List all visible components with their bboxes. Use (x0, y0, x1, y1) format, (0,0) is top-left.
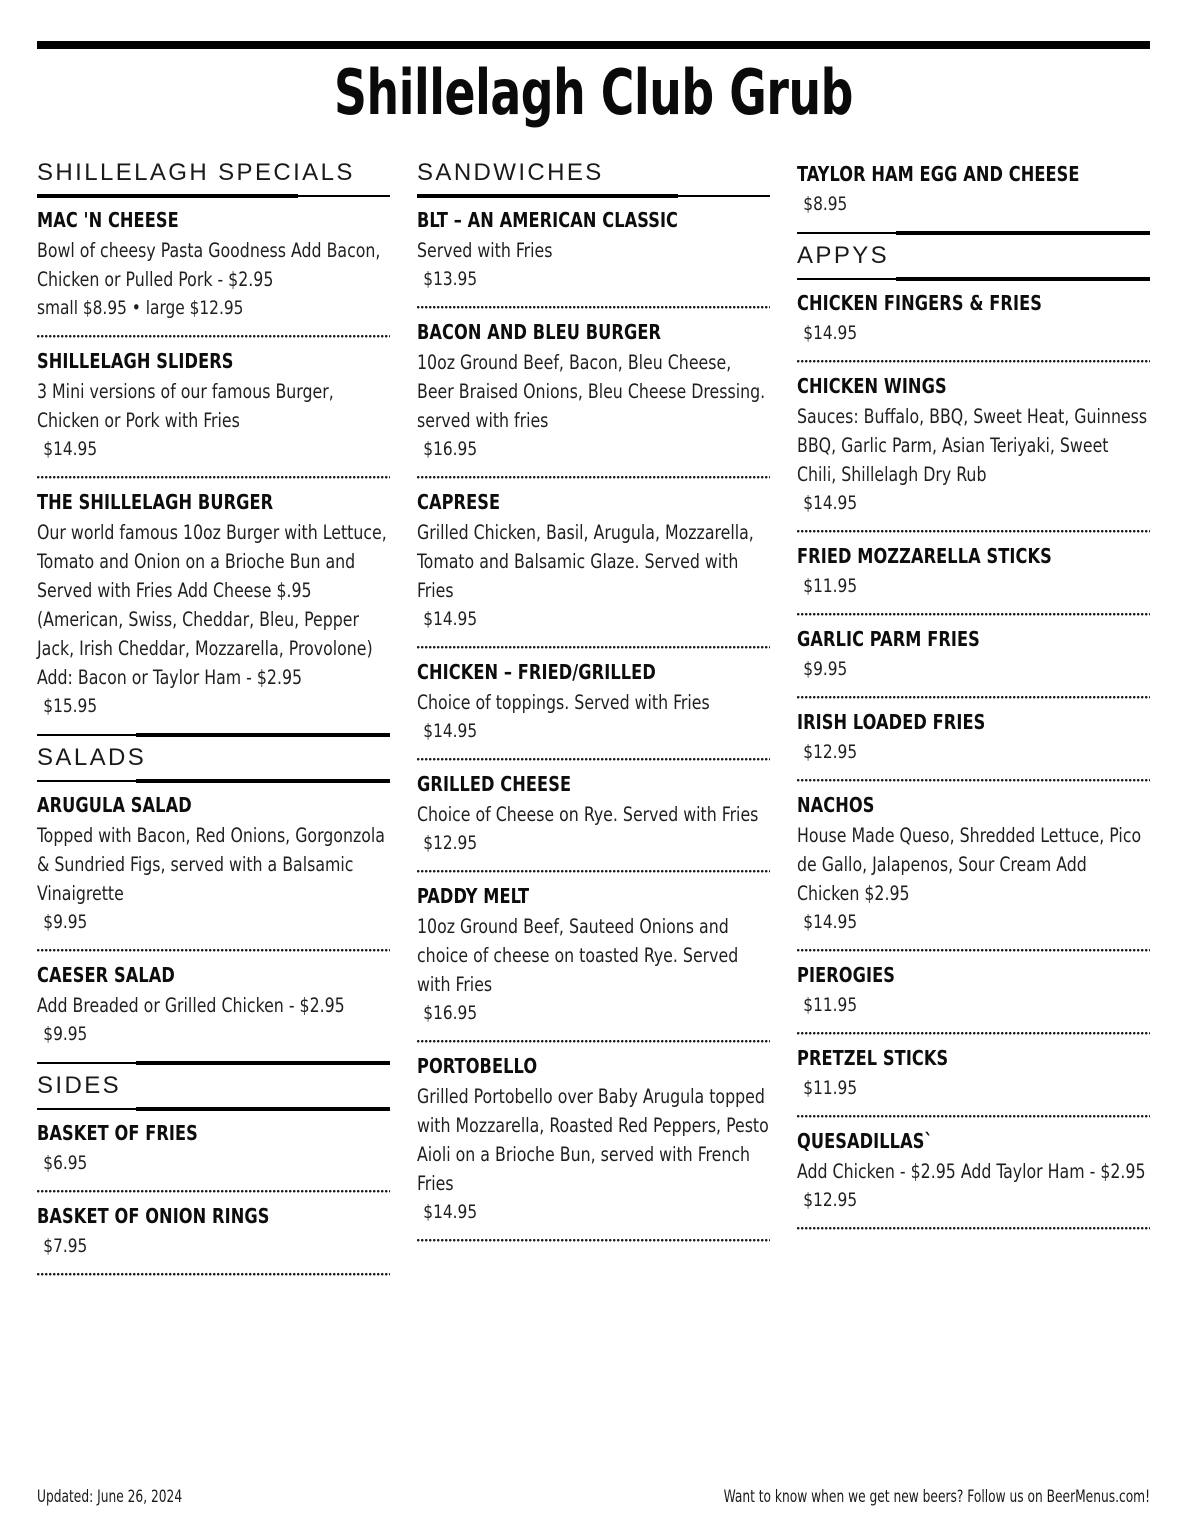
menu-item-name: BASKET OF FRIES (37, 1121, 198, 1145)
menu-item-name: NACHOS (797, 793, 875, 817)
menu-item-price: $9.95 (43, 911, 88, 933)
menu-item-price: $9.95 (43, 1023, 88, 1045)
menu-item (797, 1036, 1150, 1113)
section-rule (797, 277, 1150, 281)
menu-item-name: MAC 'N CHEESE (37, 208, 179, 232)
menu-item (797, 783, 1150, 947)
menu-item-size-options: small $8.95 • large $12.95 (37, 297, 244, 319)
menu-item-description: Grilled Portobello over Baby Arugula topped with Mozzarella, Roasted Red Peppers, Pesto Aioli on a Brioche Bun, served with French Fries (417, 1085, 769, 1195)
item-separator (797, 949, 1150, 952)
menu-item (37, 339, 390, 474)
menu-item-description: Sauces: Buffalo, BBQ, Sweet Heat, Guinness BBQ, Garlic Parm, Asian Teriyaki, Sweet Chili, Shillelagh Dry Rub (797, 405, 1148, 486)
section-rule (37, 733, 390, 737)
menu-item-description: Topped with Bacon, Red Onions, Gorgonzola & Sundried Figs, served with a Balsamic Vinaigrette (37, 824, 385, 905)
menu-item-name: FRIED MOZZARELLA STICKS (797, 544, 1052, 568)
menu-section (417, 152, 770, 1242)
menu-item-name: CHICKEN WINGS (797, 374, 947, 398)
item-separator (417, 1040, 770, 1043)
menu-columns (37, 152, 1150, 1278)
menu-item-price: $12.95 (803, 1189, 858, 1211)
item-separator (797, 530, 1150, 533)
menu-item-name: IRISH LOADED FRIES (797, 710, 986, 734)
menu-item-description: Add Breaded or Grilled Chicken - $2.95 (37, 994, 345, 1017)
menu-item-price: $14.95 (423, 608, 478, 630)
item-separator (417, 758, 770, 761)
menu-item-description: Choice of Cheese on Rye. Served with Fries (417, 803, 759, 826)
item-separator (797, 779, 1150, 782)
item-separator (797, 1115, 1150, 1118)
section-header (417, 152, 770, 198)
menu-item-price: $16.95 (423, 438, 478, 460)
section-rule-accent (136, 733, 390, 737)
menu-item (797, 534, 1150, 611)
menu-item-description: Choice of toppings. Served with Fries (417, 691, 710, 714)
menu-item (37, 1194, 390, 1271)
menu-item-description: 3 Mini versions of our famous Burger, Chicken or Pork with Fries (37, 380, 334, 432)
page-title: Shillelagh Club Grub (334, 56, 853, 129)
menu-item-name: SHILLELAGH SLIDERS (37, 349, 234, 373)
menu-item-price: $14.95 (43, 438, 98, 460)
item-separator (417, 306, 770, 309)
item-separator (37, 949, 390, 952)
menu-item-description: Add Chicken - $2.95 Add Taylor Ham - $2.95 (797, 1160, 1146, 1183)
column-2 (417, 152, 770, 1278)
section-title: SHILLELAGH SPECIALS (37, 159, 355, 186)
menu-item-name: QUESADILLAS` (797, 1129, 933, 1153)
item-separator (797, 1227, 1150, 1230)
menu-item-price: $14.95 (803, 911, 858, 933)
item-separator (417, 870, 770, 873)
section-rule (797, 231, 1150, 235)
menu-item-name: CHICKEN – FRIED/GRILLED (417, 660, 656, 684)
section-rule-accent (136, 1107, 390, 1111)
menu-item-name: CHICKEN FINGERS & FRIES (797, 291, 1043, 315)
menu-item-name: ARUGULA SALAD (37, 793, 192, 817)
menu-item (37, 198, 390, 333)
masthead (37, 56, 1150, 130)
menu-item (797, 152, 1150, 229)
menu-item (417, 650, 770, 756)
menu-item-price: $12.95 (803, 741, 858, 763)
menu-item-name: GRILLED CHEESE (417, 772, 572, 796)
menu-item-name: THE SHILLELAGH BURGER (37, 490, 274, 514)
menu-item-price: $11.95 (803, 1077, 858, 1099)
menu-item-price: $12.95 (423, 832, 478, 854)
menu-item-price: $8.95 (803, 193, 848, 215)
section-header (37, 152, 390, 198)
item-separator (797, 1032, 1150, 1035)
item-separator (797, 696, 1150, 699)
section-rule-accent (896, 277, 1150, 281)
menu-item-description: Grilled Chicken, Basil, Arugula, Mozzarella, Tomato and Balsamic Glaze. Served with Fries (417, 521, 754, 602)
section-rule-accent (417, 194, 678, 198)
menu-item (797, 1119, 1150, 1225)
item-separator (797, 360, 1150, 363)
column-1 (37, 152, 390, 1278)
section-rule (417, 194, 770, 198)
menu-item (417, 1044, 770, 1237)
item-separator (37, 476, 390, 479)
section-rule (37, 1061, 390, 1065)
section-rule-accent (896, 231, 1150, 235)
section-rule (37, 194, 390, 198)
menu-section (37, 152, 390, 731)
menu-item-description: House Made Queso, Shredded Lettuce, Pico de Gallo, Jalapenos, Sour Cream Add Chicken $2.95 (797, 824, 1142, 905)
section-header (797, 231, 1150, 281)
menu-item (417, 198, 770, 304)
menu-section (797, 231, 1150, 1230)
footer-updated-date: Updated: June 26, 2024 (37, 1487, 183, 1507)
section-title: SANDWICHES (417, 159, 604, 186)
menu-item (37, 953, 390, 1059)
menu-item-name: BACON AND BLEU BURGER (417, 320, 662, 344)
section-rule-accent (136, 779, 390, 783)
section-rule (37, 1107, 390, 1111)
item-separator (37, 1273, 390, 1276)
item-separator (417, 476, 770, 479)
menu-item-name: PIEROGIES (797, 963, 896, 987)
menu-item-name: CAPRESE (417, 490, 501, 514)
menu-item-price: $11.95 (803, 994, 858, 1016)
menu-item-name: TAYLOR HAM EGG AND CHEESE (797, 162, 1080, 186)
section-rule (37, 779, 390, 783)
menu-item-price: $16.95 (423, 1002, 478, 1024)
footer-promo-text: Want to know when we get new beers? Follow us on BeerMenus.com! (723, 1487, 1150, 1507)
menu-item-price: $11.95 (803, 575, 858, 597)
menu-item-price: $7.95 (43, 1235, 88, 1257)
menu-item-name: CAESER SALAD (37, 963, 175, 987)
menu-item-price: $13.95 (423, 268, 478, 290)
menu-item-price: $14.95 (423, 1201, 478, 1223)
menu-item (797, 364, 1150, 528)
menu-item-price: $14.95 (423, 720, 478, 742)
menu-item-name: PRETZEL STICKS (797, 1046, 949, 1070)
menu-item-price: $9.95 (803, 658, 848, 680)
item-separator (37, 1190, 390, 1193)
menu-item-name: GARLIC PARM FRIES (797, 627, 980, 651)
item-separator (797, 613, 1150, 616)
menu-item-price: $14.95 (803, 492, 858, 514)
menu-item (37, 783, 390, 947)
section-title: SALADS (37, 744, 147, 771)
menu-section (797, 152, 1150, 229)
page-footer (37, 1486, 1150, 1508)
column-3 (797, 152, 1150, 1278)
section-title: SIDES (37, 1072, 122, 1099)
menu-item-name: BASKET OF ONION RINGS (37, 1204, 270, 1228)
menu-item (37, 480, 390, 731)
section-rule-accent (136, 1061, 390, 1065)
menu-item-price: $14.95 (803, 322, 858, 344)
menu-section (37, 1061, 390, 1276)
item-separator (417, 646, 770, 649)
section-rule-accent (37, 194, 298, 198)
menu-section (37, 733, 390, 1059)
menu-item-name: PORTOBELLO (417, 1054, 538, 1078)
menu-item (417, 762, 770, 868)
menu-item (797, 700, 1150, 777)
masthead-top-rule (37, 41, 1150, 49)
menu-item (797, 953, 1150, 1030)
menu-item (797, 281, 1150, 358)
menu-item-name: PADDY MELT (417, 884, 530, 908)
item-separator (417, 1239, 770, 1242)
menu-item-description: Served with Fries (417, 239, 553, 262)
menu-item-description: 10oz Ground Beef, Sauteed Onions and choice of cheese on toasted Rye. Served with Fries (417, 915, 739, 996)
menu-item-price: $15.95 (43, 695, 98, 717)
menu-item (417, 480, 770, 644)
menu-item (417, 310, 770, 474)
section-header (37, 1061, 390, 1111)
menu-item-description: Bowl of cheesy Pasta Goodness Add Bacon, Chicken or Pulled Pork - $2.95 (37, 239, 381, 291)
menu-item-name: BLT – AN AMERICAN CLASSIC (417, 208, 679, 232)
section-title: APPYS (797, 242, 890, 269)
section-header (37, 733, 390, 783)
menu-item (417, 874, 770, 1038)
menu-item-description: Our world famous 10oz Burger with Lettuce, Tomato and Onion on a Brioche Bun and Served with Fries Add Cheese $.95 (American, Swiss, Cheddar, Bleu, Pepper Jack, Irish Cheddar, Mozzarella, Provolone) Add: Bacon or Taylor Ham - $2.95 (37, 521, 387, 689)
menu-item-price: $6.95 (43, 1152, 88, 1174)
menu-item-description: 10oz Ground Beef, Bacon, Bleu Cheese, Beer Braised Onions, Bleu Cheese Dressing. served with fries (417, 351, 766, 432)
menu-item (797, 617, 1150, 694)
menu-item (37, 1111, 390, 1188)
item-separator (37, 335, 390, 338)
